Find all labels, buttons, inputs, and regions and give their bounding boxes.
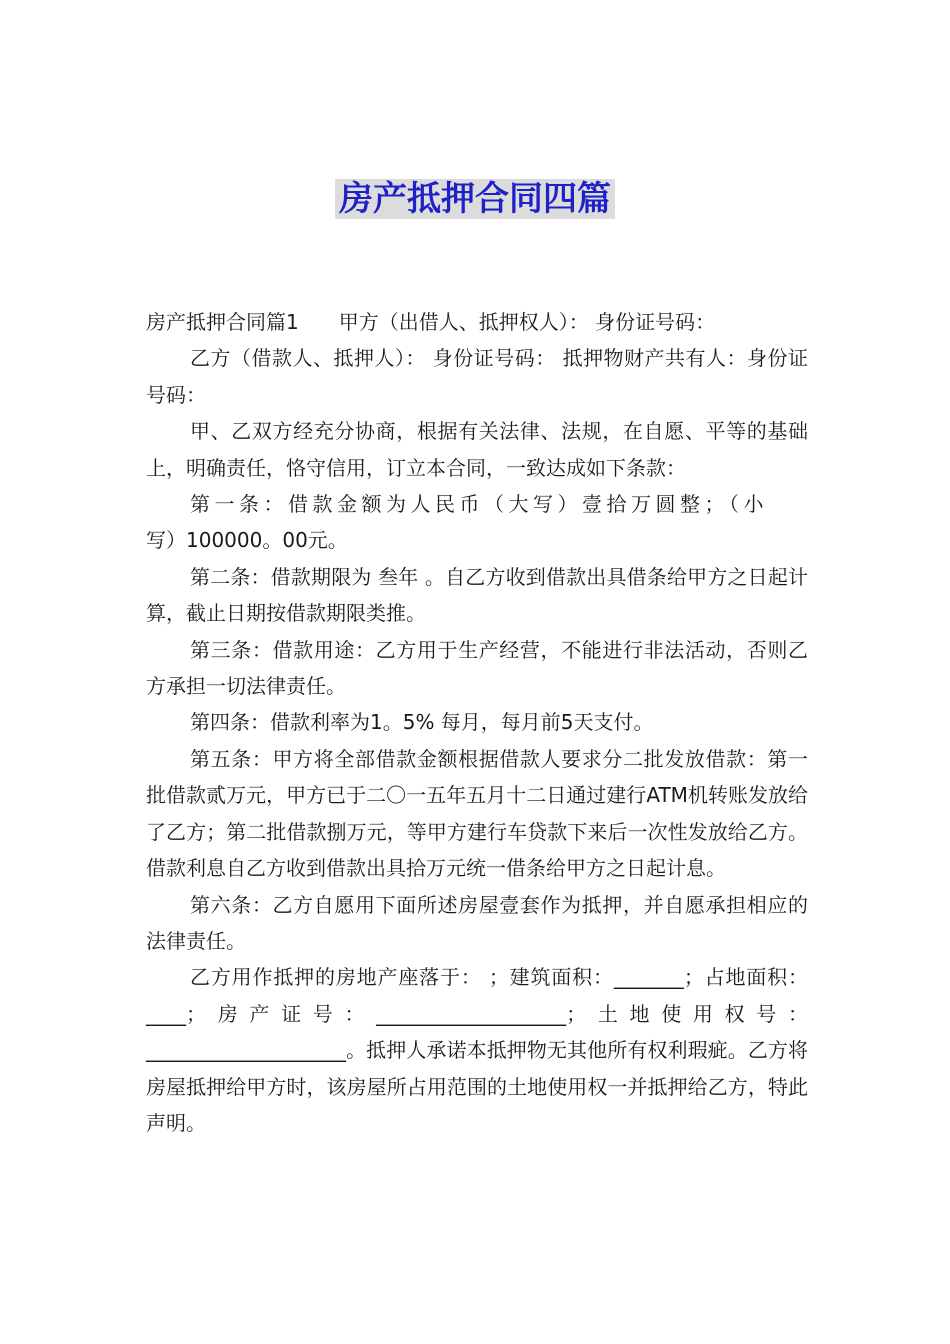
paragraph-8: 第五条：甲方将全部借款金额根据借款人要求分二批发放借款：第一批借款贰万元，甲方已于二〇一五年五月十二日通过建行ATM机转账发放给了乙方；第二批借款捌万元，等甲方建行车贷款下来后一次性发放给乙方。借款利息自乙方收到借款出具拾万元统一借条给甲方之日起计息。: [146, 746, 808, 881]
paragraph-10: 乙方用作抵押的房地产座落于： ；建筑面积：_______；占地面积：____；房产证号：___________________；土地使用权号：____________________。抵押人承诺本抵押物无其他所有权利瑕疵。乙方将房屋抵押给甲方时，该房屋所占用范围的土地使用权一并抵押给乙方，特此声明。: [146, 965, 808, 1135]
paragraph-4b: 写）100000。00元。: [146, 528, 348, 553]
party-a-line: 甲方（出借人、抵押权人）： 身份证号码：: [338, 310, 716, 334]
paragraph-4a: 第一条：借款金额为人民币（大写）壹拾万圆整；（小: [190, 492, 768, 517]
document-body: [146, 304, 808, 1141]
paragraph-1: [146, 304, 808, 340]
paragraph-9: 第六条：乙方自愿用下面所述房屋壹套作为抵押，并自愿承担相应的法律责任。: [146, 892, 808, 953]
document-title: [0, 176, 950, 222]
paragraph-7: 第四条：借款利率为1。5% 每月，每月前5天支付。: [190, 710, 654, 735]
contract-heading: 房产抵押合同篇1: [146, 310, 299, 334]
paragraph-3: 甲、乙双方经充分协商，根据有关法律、法规，在自愿、平等的基础上，明确责任，恪守信用，订立本合同，一致达成如下条款：: [146, 419, 808, 480]
paragraph-2: 乙方（借款人、抵押人）： 身份证号码： 抵押物财产共有人：身份证号码：: [146, 346, 808, 407]
paragraph-5: 第二条：借款期限为 叁年 。自乙方收到借款出具借条给甲方之日起计算，截止日期按借款期限类推。: [146, 564, 808, 626]
paragraph-6: 第三条：借款用途：乙方用于生产经营，不能进行非法活动，否则乙方承担一切法律责任。: [146, 637, 808, 699]
title-text: 房产抵押合同四篇: [335, 179, 615, 219]
